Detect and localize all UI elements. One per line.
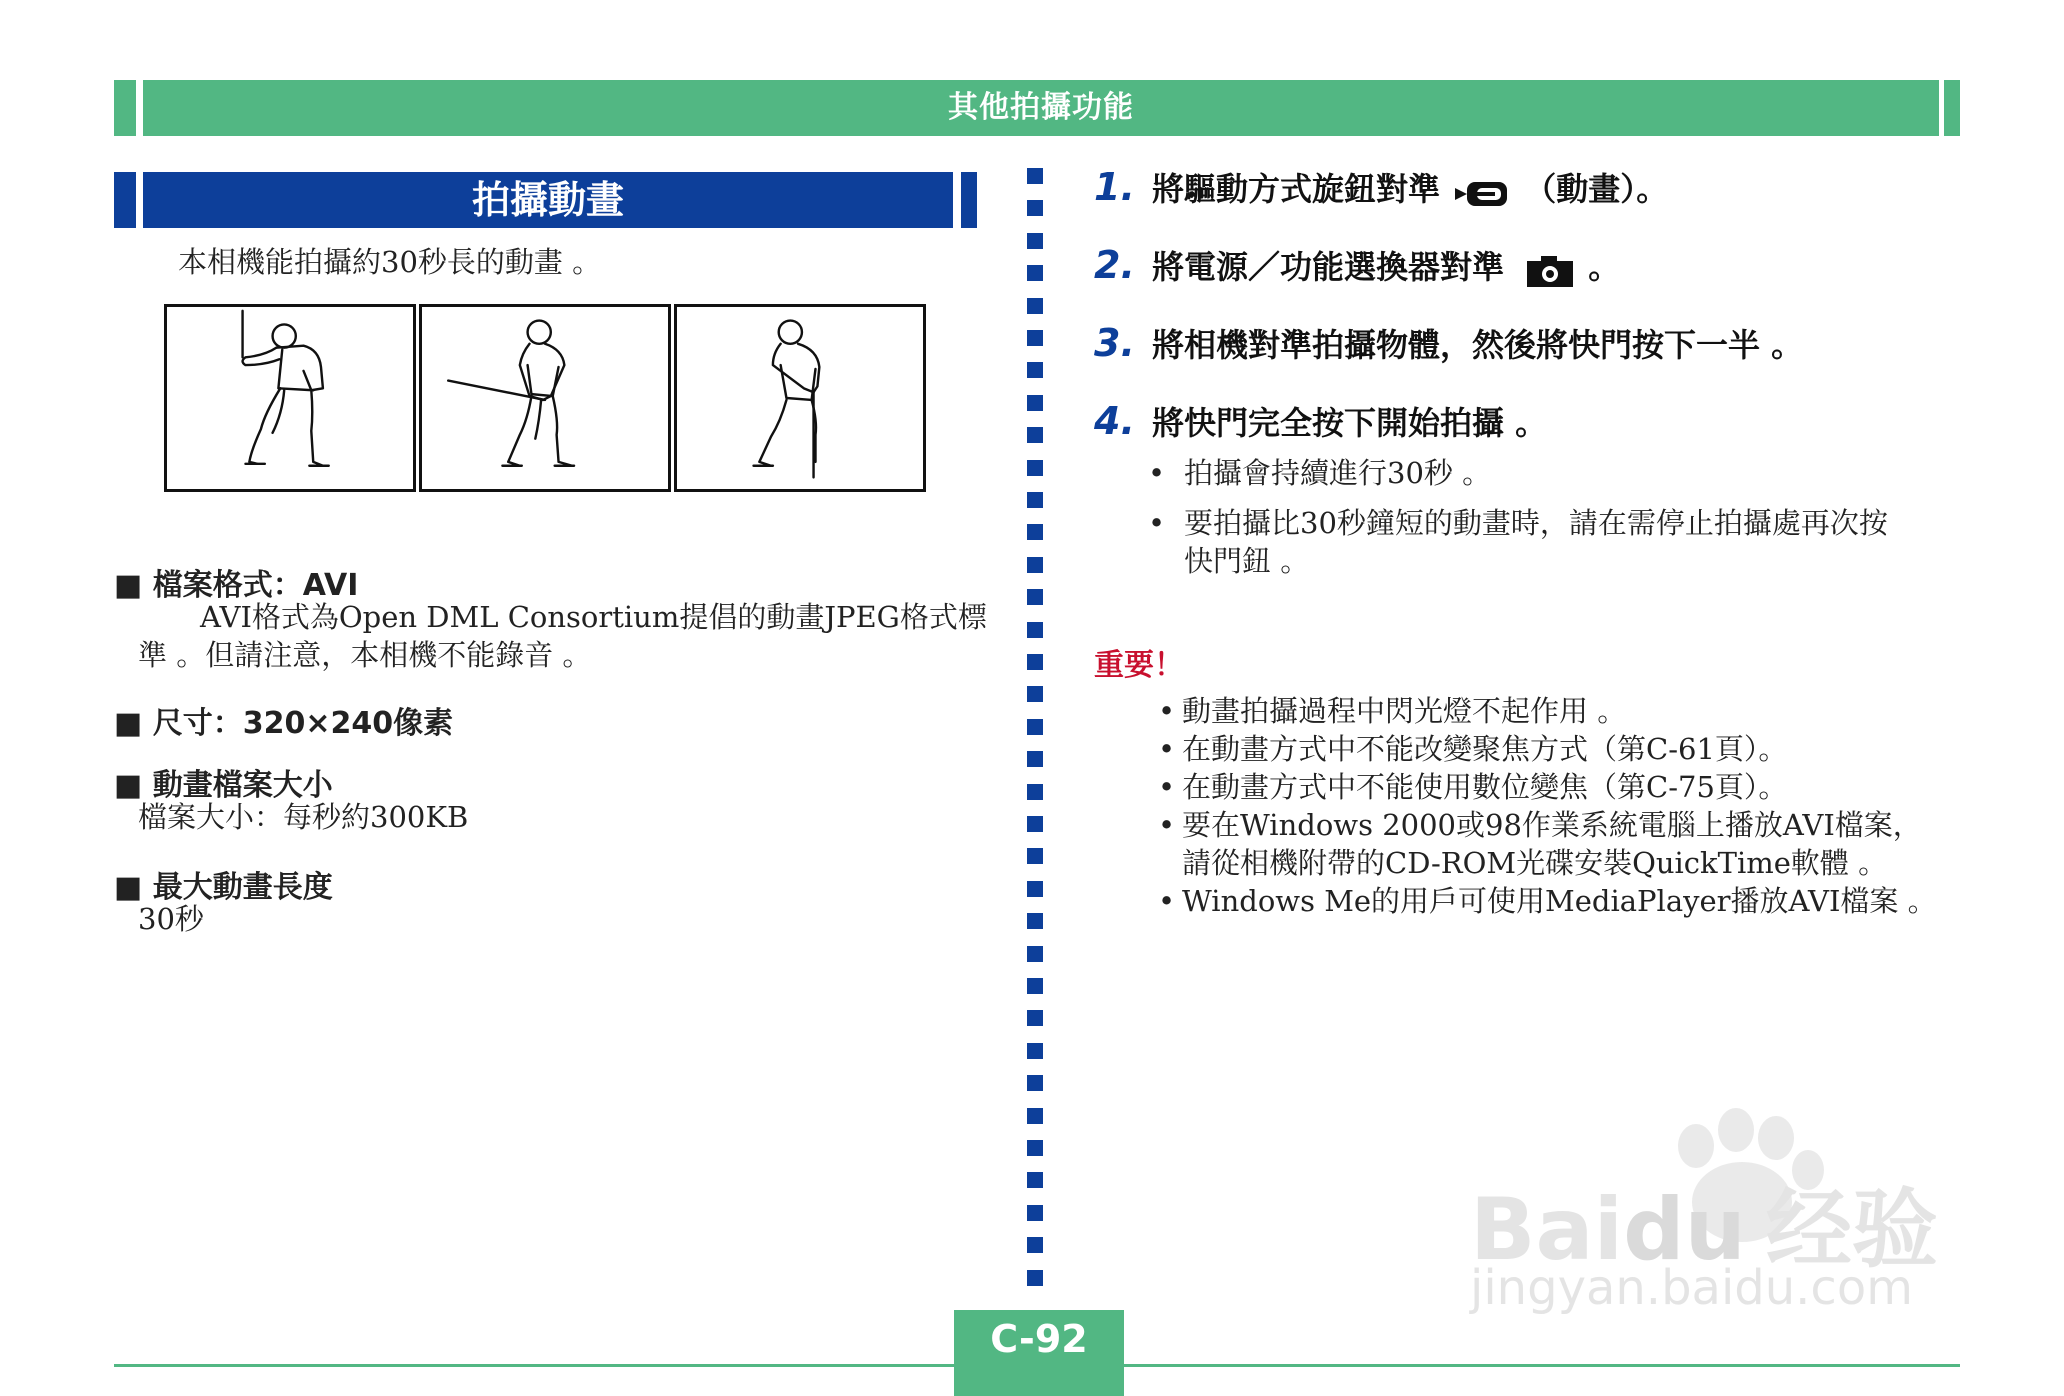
- golf-swing-image-1: [164, 304, 416, 492]
- important-item: • 在動畫方式中不能使用數位變焦（第C-75頁）。: [1158, 770, 1788, 804]
- camera-icon: [1525, 255, 1575, 293]
- divider-dot: [1027, 265, 1043, 281]
- divider-dot: [1027, 1270, 1043, 1286]
- divider-dot: [1027, 362, 1043, 378]
- divider-dot: [1027, 686, 1043, 702]
- step-text: 將快門完全按下開始拍攝 。: [1151, 404, 1548, 442]
- divider-dot: [1027, 460, 1043, 476]
- divider-dot: [1027, 622, 1043, 638]
- divider-dot: [1027, 395, 1043, 411]
- divider-dot: [1027, 751, 1043, 767]
- header-cap-left: [114, 80, 136, 136]
- step-number: 2.: [1094, 243, 1135, 287]
- filesize-text: 檔案大小：每秒約300KB: [138, 800, 469, 834]
- watermark-url: jingyan.baidu.com: [1470, 1260, 1913, 1316]
- divider-dot: [1027, 330, 1043, 346]
- step-text-suffix: 。: [1588, 248, 1621, 286]
- filesize-heading: ■ 動畫檔案大小: [114, 768, 333, 803]
- divider-dot: [1027, 816, 1043, 832]
- size-heading: ■ 尺寸：320×240像素: [114, 706, 454, 741]
- divider-dot: [1027, 1043, 1043, 1059]
- step4-bullet-2-cont: 快門鈕 。: [1184, 544, 1310, 578]
- maxlen-heading: ■ 最大動畫長度: [114, 870, 333, 905]
- section-intro: 本相機能拍攝約30秒長的動畫 。: [178, 245, 602, 279]
- golfer-downswing-illustration: [422, 307, 668, 489]
- divider-dot: [1027, 524, 1043, 540]
- important-item: • Windows Me的用戶可使用MediaPlayer播放AVI檔案 。: [1158, 884, 1937, 918]
- divider-dot: [1027, 946, 1043, 962]
- divider-dot: [1027, 168, 1043, 184]
- divider-dot: [1027, 492, 1043, 508]
- important-label: 重要！: [1094, 648, 1184, 683]
- golf-swing-image-2: [419, 304, 671, 492]
- important-item-cont: 請從相機附帶的CD-ROM光碟安裝QuickTime軟體 。: [1182, 846, 1888, 880]
- bullet-text: 拍攝會持續進行30秒 。: [1184, 456, 1492, 490]
- section-title: 拍攝動畫: [471, 178, 624, 222]
- important-list: [1158, 692, 1937, 920]
- column-divider: [1027, 168, 1045, 1288]
- step-2: [1094, 242, 1620, 293]
- watermark-brand: Baidu 经验: [1470, 1180, 1938, 1280]
- divider-dot: [1027, 654, 1043, 670]
- step-1: [1094, 164, 1668, 216]
- step-text: 將相機對準拍攝物體，然後將快門按下一半 。: [1151, 326, 1804, 364]
- divider-dot: [1027, 200, 1043, 216]
- golf-swing-image-3: [674, 304, 926, 492]
- page-number: C-92: [990, 1317, 1088, 1361]
- step-text: 將電源／功能選換器對準: [1151, 248, 1504, 286]
- step4-bullet-1: [1148, 454, 1491, 492]
- divider-dot: [1027, 1237, 1043, 1253]
- golfer-address-illustration: [677, 307, 923, 489]
- divider-dot: [1027, 978, 1043, 994]
- movie-mode-icon: [1453, 176, 1511, 216]
- divider-dot: [1027, 589, 1043, 605]
- divider-dot: [1027, 298, 1043, 314]
- divider-dot: [1027, 719, 1043, 735]
- header-cap-right: [1944, 80, 1960, 136]
- step-number: 4.: [1094, 399, 1135, 443]
- divider-dot: [1027, 1205, 1043, 1221]
- divider-dot: [1027, 784, 1043, 800]
- step-number: 3.: [1094, 321, 1135, 365]
- divider-dot: [1027, 1172, 1043, 1188]
- bullet-text: 要拍攝比30秒鐘短的動畫時，請在需停止拍攝處再次按: [1184, 506, 1888, 540]
- important-item: • 動畫拍攝過程中閃光燈不起作用 。: [1158, 694, 1627, 728]
- divider-dot: [1027, 1108, 1043, 1124]
- divider-dot: [1027, 1075, 1043, 1091]
- divider-dot: [1027, 557, 1043, 573]
- divider-dot: [1027, 1140, 1043, 1156]
- bullet-dot: •: [1148, 506, 1166, 540]
- step4-bullet-2: [1148, 504, 1888, 542]
- divider-dot: [1027, 233, 1043, 249]
- important-item: • 在動畫方式中不能改變聚焦方式（第C-61頁）。: [1158, 732, 1788, 766]
- step-text: 將驅動方式旋鈕對準: [1151, 170, 1440, 208]
- file-format-text-line1: AVI格式為Open DML Consortium提倡的動畫JPEG格式標: [200, 600, 987, 634]
- divider-dot: [1027, 881, 1043, 897]
- divider-dot: [1027, 1010, 1043, 1026]
- divider-dot: [1027, 913, 1043, 929]
- divider-dot: [1027, 848, 1043, 864]
- step-text-suffix: （動畫）。: [1524, 170, 1669, 208]
- important-item: • 要在Windows 2000或98作業系統電腦上播放AVI檔案，: [1158, 808, 1922, 842]
- page-header-title: 其他拍攝功能: [948, 90, 1134, 125]
- baidu-jingyan-watermark: [1470, 1090, 1990, 1330]
- step-3: [1094, 320, 1803, 366]
- step-number: 1.: [1094, 165, 1135, 209]
- section-cap-left: [114, 172, 136, 228]
- file-format-heading: ■ 檔案格式：AVI: [114, 568, 359, 603]
- maxlen-text: 30秒: [138, 902, 204, 936]
- step-4: [1094, 398, 1547, 444]
- bullet-dot: •: [1148, 456, 1166, 490]
- file-format-text-line2: 準 。但請注意，本相機不能錄音 。: [138, 638, 592, 672]
- section-cap-right: [961, 172, 977, 228]
- golfer-backswing-illustration: [167, 307, 413, 489]
- divider-dot: [1027, 427, 1043, 443]
